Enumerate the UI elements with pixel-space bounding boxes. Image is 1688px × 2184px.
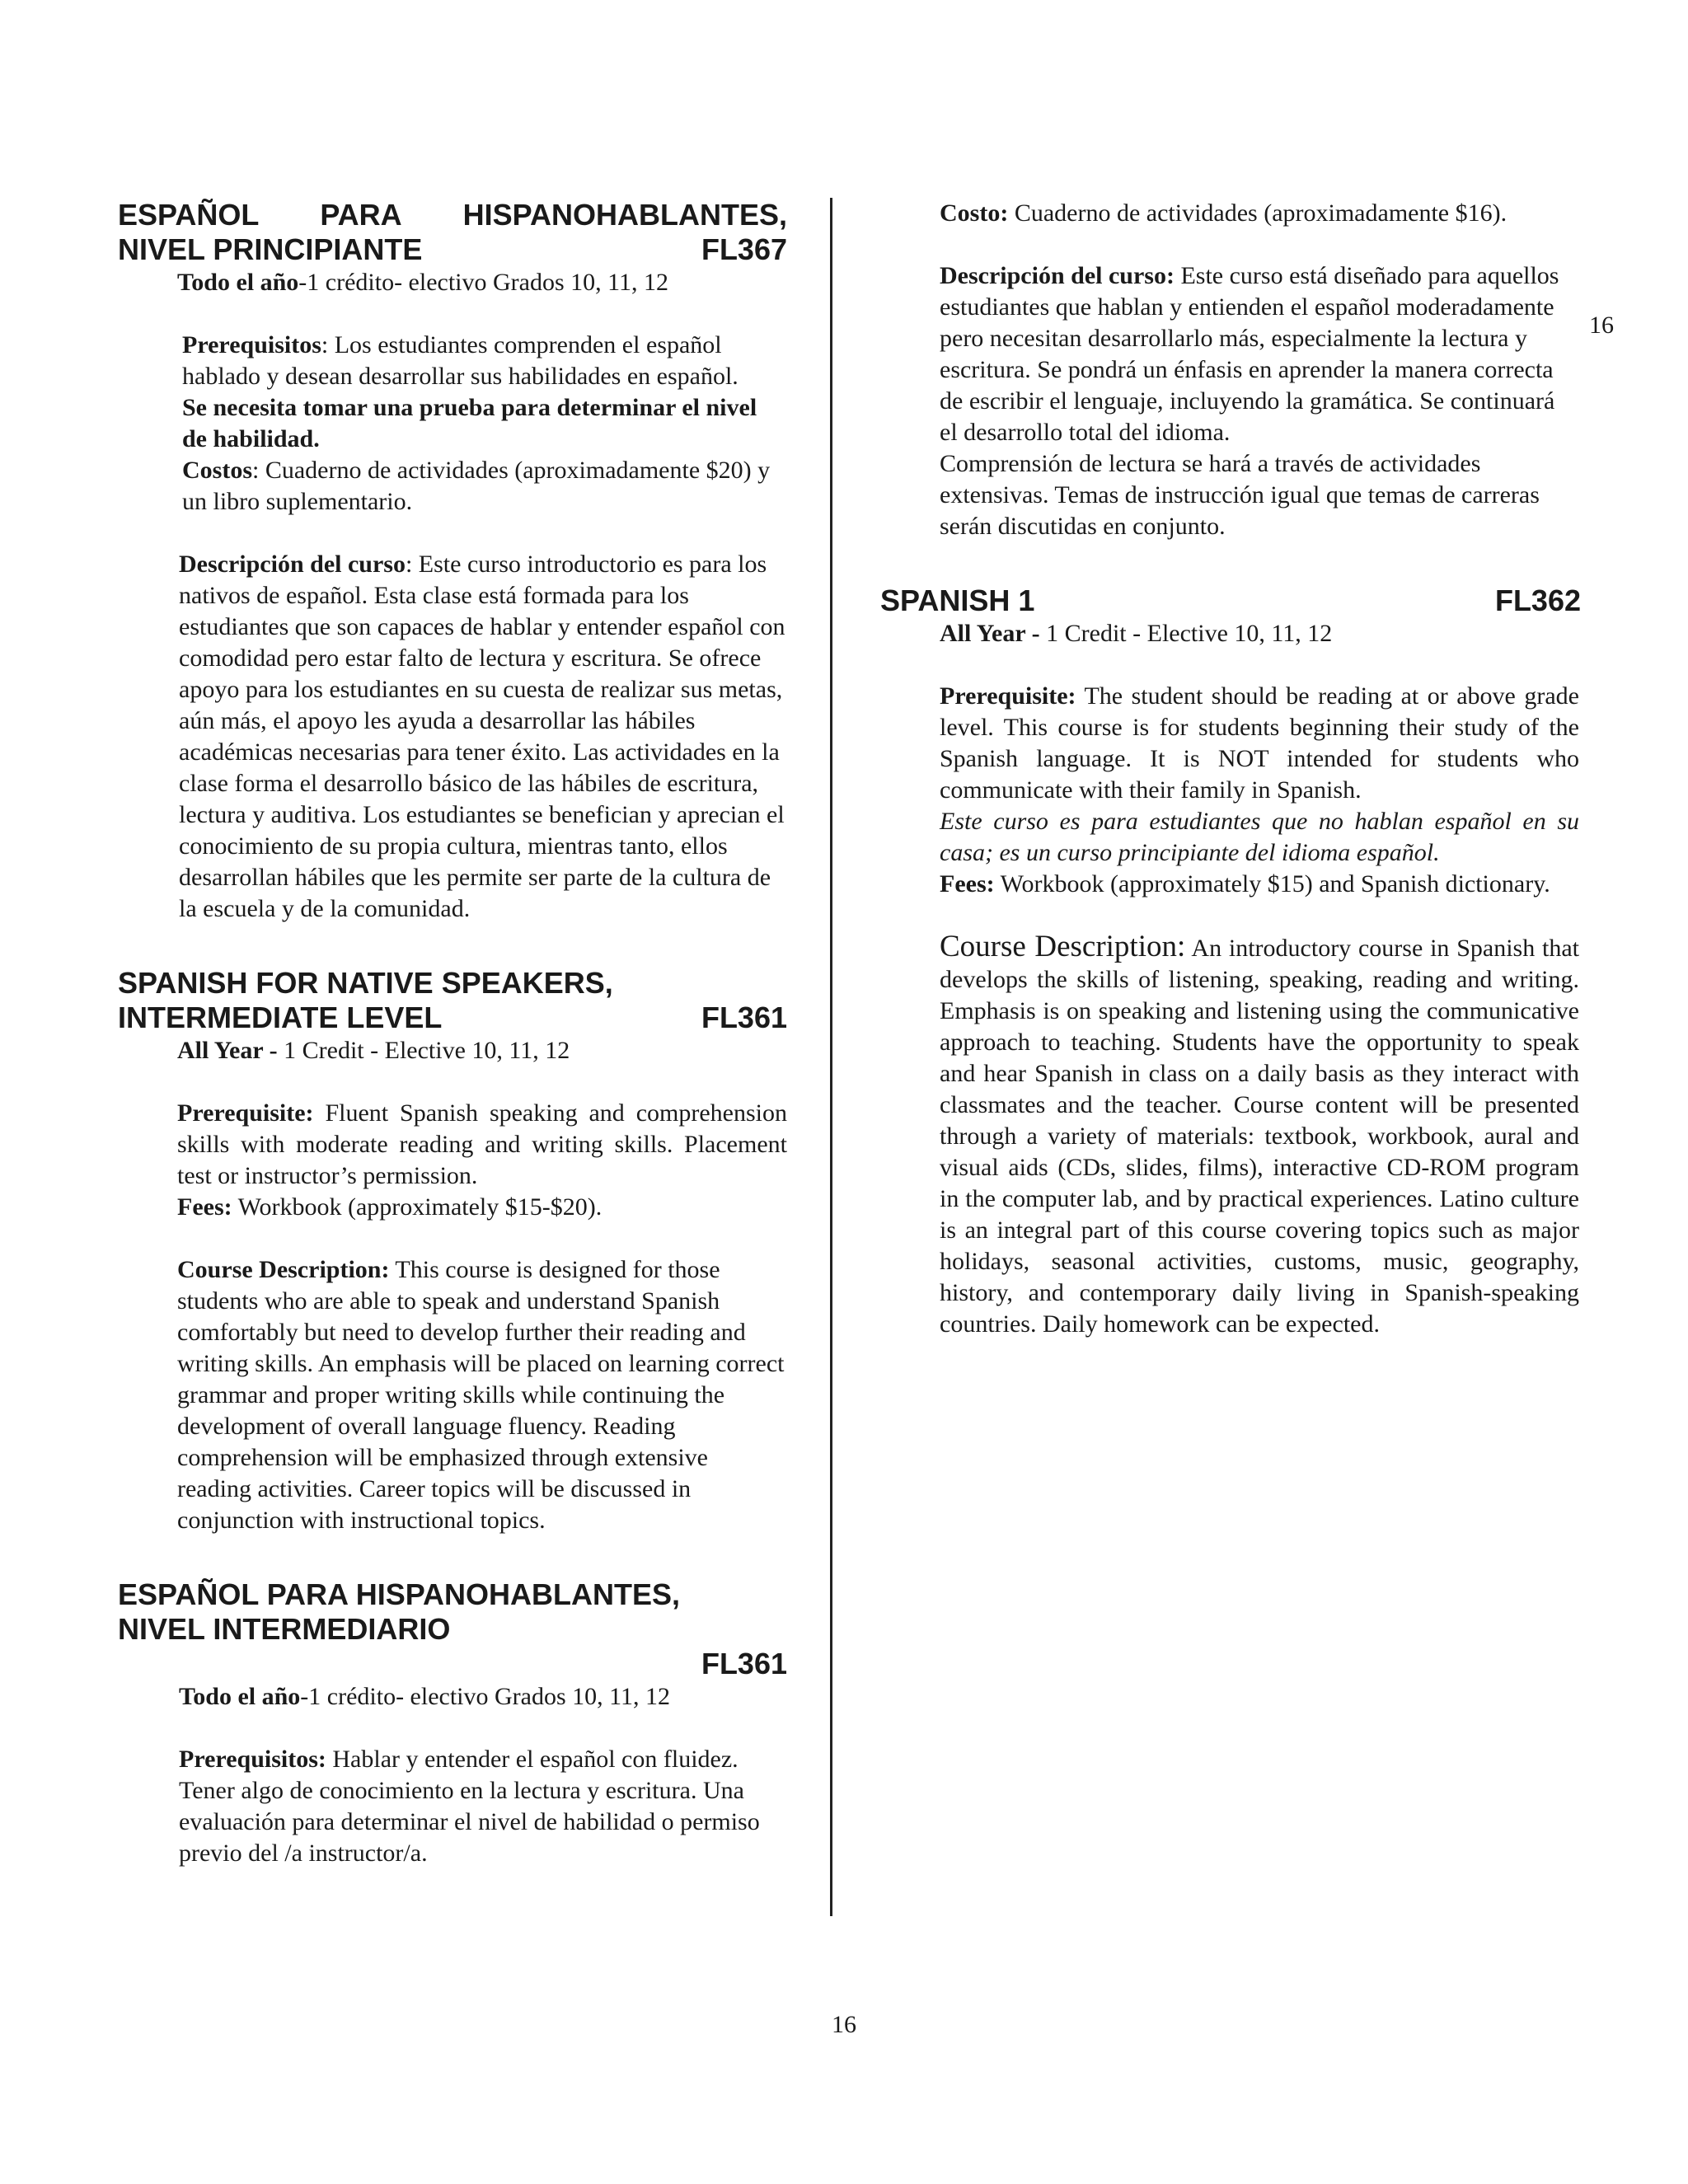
right-column (880, 198, 1581, 1340)
course-meta (940, 618, 1579, 649)
desc-text: An introductory course in Spanish that develops the skills of listening, speaking, reading and writing. Emphasis is on speaking and listening using the communicative approach to teaching. Students have the opportunity to speak and hear Spanish in class on a daily basis as they interact with classmates and the teacher. Course content will be presented through a variety of materials: textbook, workbook, aural and visual aids (CDs, slides, films), interactive CD-ROM program in the computer lab, and by practical experiences. Latino culture is an integral part of this course covering topics such as major holidays, seasonal activities, customs, music, geography, history, and contemporary daily living in Spanish-speaking countries. Daily homework can be expected. (940, 935, 1579, 1338)
course-title-line1: SPANISH FOR NATIVE SPEAKERS, (118, 966, 613, 1000)
desc-text: : Este curso introductorio es para los nativos de español. Esta clase está formada para los estudiantes que son capaces de hablar y entender español con comodidad pero estar falto de lectura y escritura. Se ofrece apoyo para los estudiantes en su cuesta de realizar sus metas, aún más, el apoyo les ayuda a desarrollar las hábiles académicas necesarias para tener éxito. Las actividades en la clase forma el desarrollo básico de las hábiles de escritura, lectura y auditiva. Los estudiantes se benefician y aprecian el conocimiento de su propia cultura, mientras tanto, ellos desarrollan hábiles que les permite ser parte de la cultura de la escuela y de la comunidad. (179, 551, 785, 922)
column-divider (830, 198, 832, 1916)
course-espanol-principiante (118, 198, 787, 925)
meta-text: 1 Credit - Elective 10, 11, 12 (1046, 620, 1333, 647)
course-description-cont: Comprensión de lectura se hará a través de actividades extensivas. Temas de instrucción igual que temas de carreras serán discutidas en conjunto. (940, 450, 1540, 540)
fees-label: Fees: (940, 870, 995, 898)
costs (182, 455, 787, 518)
course-title-line1 (118, 198, 787, 232)
fees-label: Fees: (177, 1193, 232, 1221)
prereq-text: The student should be reading at or above grade level. This course is for students beginning their study of the Spanish language. It is NOT intended for students who communicate with their family in Spanish. (940, 682, 1579, 804)
course-title-line1: ESPAÑOL PARA HISPANOHABLANTES, (118, 1577, 681, 1611)
course-spanish-1 (880, 583, 1581, 1340)
prereq-text: Hablar y entender el español con fluidez. Tener algo de conocimiento en la lectura y escritura. Una evaluación para determinar el nivel de habilidad o permiso previo del /a instructor/a. (179, 1746, 760, 1867)
course-description (940, 931, 1579, 1340)
meta-text: -1 crédito- electivo Grados 10, 11, 12 (300, 1683, 671, 1710)
course-description (940, 260, 1574, 448)
page-number-side: 16 (1589, 312, 1614, 339)
course-title: NIVEL PRINCIPIANTE (118, 232, 423, 266)
desc-label: Descripción del curso: (940, 262, 1175, 289)
course-meta (177, 267, 787, 298)
prereq-label: Prerequisite: (177, 1099, 314, 1127)
desc-label: Descripción del curso (179, 551, 406, 578)
meta-text: -1 crédito- electivo Grados 10, 11, 12 (298, 269, 669, 296)
course-spanish-native-intermediate (118, 966, 787, 1536)
test-note (182, 392, 787, 455)
course-title-line (880, 583, 1581, 618)
prerequisites (177, 1098, 787, 1192)
costs-label: Costos (182, 457, 253, 484)
left-column (118, 198, 787, 1869)
title-word: HISPANOHABLANTES, (462, 198, 787, 232)
meta-label: Todo el año (179, 1683, 301, 1710)
desc-label: Course Description: (177, 1256, 390, 1283)
course-title-line2 (118, 1001, 787, 1035)
meta-label: All Year - (940, 620, 1047, 647)
cost-label: Costo: (940, 199, 1009, 227)
course-title: INTERMEDIATE LEVEL (118, 1001, 443, 1034)
prereq-label: Prerequisite: (940, 682, 1076, 710)
meta-label: All Year - (177, 1037, 284, 1064)
desc-label: Course Description: (940, 930, 1186, 963)
course-description (179, 549, 787, 925)
desc-text: Este curso está diseñado para aquellos estudiantes que hablan y entienden el español moderadamente pero necesitan desarrollarlo más, especialmente la lectura y escritura. Se pondrá un énfasis en aprender la manera correcta de escribir el lenguaje, incluyendo la gramática. Se continuará el desarrollo total del idioma. (940, 262, 1559, 446)
prereq-italic: Este curso es para estudiantes que no hablan español en su casa; es un curso principiante del idioma español. (940, 808, 1579, 866)
course-continuation (940, 198, 1574, 542)
course-code: FL362 (1494, 583, 1581, 617)
course-title-line2 (118, 232, 787, 267)
prereq-text: : Los estudiantes comprenden el español hablado y desean desarrollar sus habilidades en español. (182, 331, 738, 390)
course-title: SPANISH 1 (880, 583, 1035, 617)
prereq-label: Prerequisitos: (179, 1746, 326, 1773)
course-code: FL361 (701, 1001, 787, 1034)
course-meta (177, 1035, 787, 1066)
fees (940, 869, 1579, 900)
course-title-line2: NIVEL INTERMEDIARIO (118, 1612, 451, 1646)
course-code: FL361 (701, 1647, 787, 1680)
course-espanol-intermediario (118, 1577, 787, 1869)
test-note-text: Se necesita tomar una prueba para determinar el nivel de habilidad. (182, 394, 757, 452)
course-meta (179, 1681, 787, 1713)
cost-text: Cuaderno de actividades (aproximadamente $16). (1008, 199, 1507, 227)
prerequisites (179, 1744, 787, 1869)
prereq-label: Prerequisitos (182, 331, 321, 359)
desc-text: This course is designed for those students who are able to speak and understand Spanish comfortably but need to develop further their reading and writing skills. An emphasis will be placed on learning correct grammar and proper writing skills while continuing the development of overall language fluency. Reading comprehension will be emphasized through extensive reading activities. Career topics will be discussed in conjunction with instructional topics. (177, 1256, 785, 1534)
title-word: ESPAÑOL (118, 198, 260, 232)
fees (177, 1192, 787, 1223)
prereq-note-spanish (940, 806, 1579, 869)
costs-text: : Cuaderno de actividades (aproximadamente $20) y un libro suplementario. (182, 457, 771, 515)
prerequisites (182, 330, 787, 392)
fees-text: Workbook (approximately $15-$20). (232, 1193, 603, 1221)
course-description (177, 1254, 787, 1536)
page-number-footer: 16 (832, 2011, 856, 2038)
prereq-text: Fluent Spanish speaking and comprehension skills with moderate reading and writing skills. Placement test or instructor’s permission. (177, 1099, 788, 1189)
prerequisites (940, 681, 1579, 806)
title-word: PARA (320, 198, 402, 232)
course-code: FL367 (701, 232, 787, 266)
meta-text: 1 Credit - Elective 10, 11, 12 (284, 1037, 570, 1064)
cost (940, 198, 1574, 229)
fees-text: Workbook (approximately $15) and Spanish dictionary. (994, 870, 1550, 898)
meta-label: Todo el año (177, 269, 299, 296)
